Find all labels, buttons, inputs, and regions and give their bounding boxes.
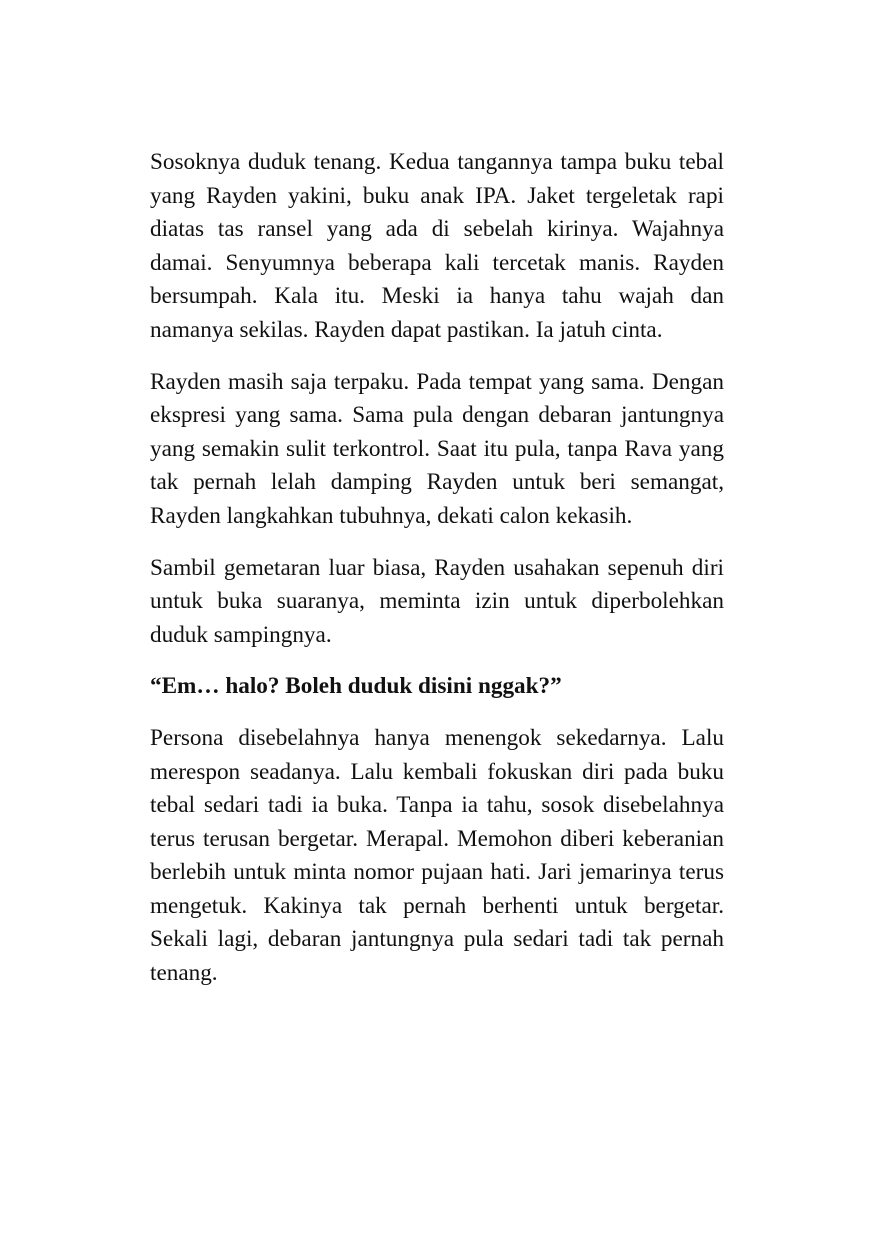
dialogue-line: “Em… halo? Boleh duduk disini nggak?” (150, 673, 562, 700)
paragraph: Sosoknya duduk tenang. Kedua tangannya tampa buku tebal yang Rayden yakini, buku anak IPA. Jaket tergeletak rapi diatas tas ransel yang ada di sebelah kirinya. Wajahnya damai. Senyumnya beberapa kali tercetak manis. Rayden bersumpah. Kala itu. Meski ia hanya tahu wajah dan namanya sekilas. Rayden dapat pastikan. Ia jatuh cinta. (150, 149, 724, 343)
paragraph: Sambil gemetaran luar biasa, Rayden usahakan sepenuh diri untuk buka suaranya, meminta izin untuk diperbolehkan duduk sampingnya. (150, 554, 724, 648)
document-page (150, 146, 724, 1009)
paragraph: Persona disebelahnya hanya menengok sekedarnya. Lalu merespon seadanya. Lalu kembali fokuskan diri pada buku tebal sedari tadi ia buka. Tanpa ia tahu, sosok disebelahnya terus terusan bergetar. Merapal. Memohon diberi keberanian berlebih untuk minta nomor pujaan hati. Jari jemarinya terus mengetuk. Kakinya tak pernah berhenti untuk bergetar. Sekali lagi, debaran jantungnya pula sedari tadi tak pernah tenang. (150, 724, 724, 987)
paragraph: Rayden masih saja terpaku. Pada tempat yang sama. Dengan ekspresi yang sama. Sama pula dengan debaran jantungnya yang semakin sulit terkontrol. Saat itu pula, tanpa Rava yang tak pernah lelah damping Rayden untuk beri semangat, Rayden langkahkan tubuhnya, dekati calon kekasih. (150, 368, 724, 529)
